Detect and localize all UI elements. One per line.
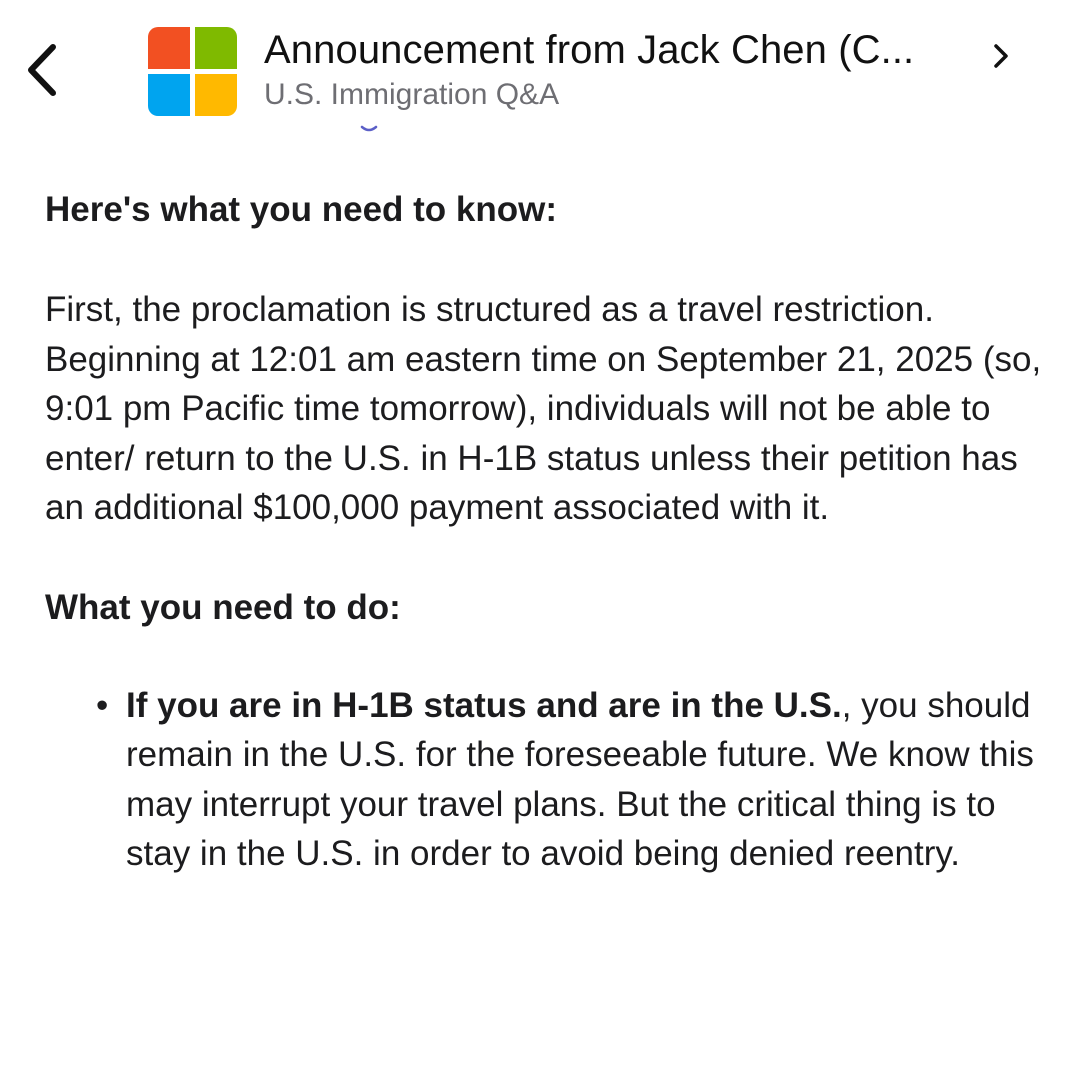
proclamation-paragraph: First, the proclamation is structured as a travel restriction. Beginning at 12:01 am eastern time on September 21, 2025 (so, 9:01 pm Pacific time tomorrow), individuals will not be able to enter/ return to the U.S. in H-1B status unless their petition has an additional $100,000 payment associated with it. — [45, 290, 1042, 527]
chat-subtitle: U.S. Immigration Q&A — [264, 78, 560, 111]
chat-title-area[interactable] — [264, 26, 1024, 118]
back-button[interactable] — [14, 34, 70, 106]
logo-tile-green — [195, 27, 237, 69]
chevron-right-icon[interactable] — [986, 36, 1016, 76]
reaction-indicator-icon — [359, 125, 379, 135]
chat-title: Announcement from Jack Chen (C... — [264, 28, 915, 72]
section-heading-know: Here's what you need to know: — [45, 190, 558, 229]
section-heading-do: What you need to do: — [45, 587, 401, 627]
bullet-text: , you should remain in the U.S. for the foreseeable future. We know this may interrupt your travel plans. But the critical thing is to stay in the U.S. in order to avoid being denied reentry. — [126, 685, 1034, 873]
chat-header — [0, 0, 1080, 125]
logo-tile-blue — [148, 74, 190, 116]
action-list — [45, 681, 1045, 879]
bullet-dot: • — [96, 685, 109, 725]
logo-tile-yellow — [195, 74, 237, 116]
list-item — [45, 681, 1045, 879]
logo-tile-red — [148, 27, 190, 69]
message-body — [45, 185, 1045, 879]
bullet-bold-text: If you are in H-1B status and are in the U.S. — [126, 685, 842, 725]
chevron-left-icon — [25, 43, 59, 97]
group-avatar[interactable] — [148, 27, 237, 116]
